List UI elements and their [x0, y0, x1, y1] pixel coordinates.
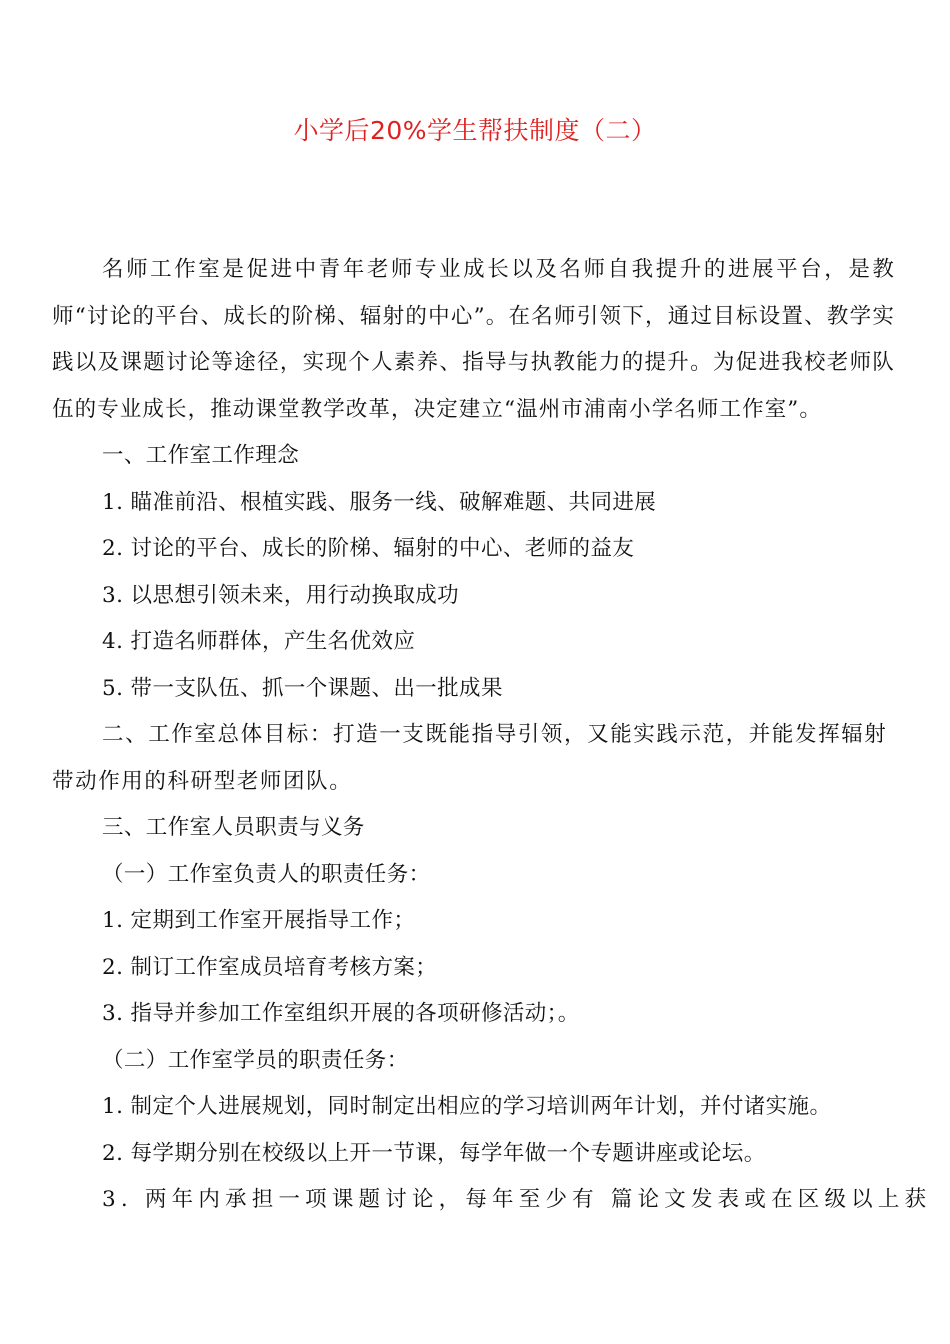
list-item: 5. 带一支队伍、抓一个课题、出一批成果	[102, 675, 503, 701]
list-item: 2. 讨论的平台、成长的阶梯、辐射的中心、老师的益友	[102, 536, 635, 561]
list-item: 3. 两年内承担一项课题讨论，每年至少有 篇论文发表或在区级以上获	[102, 1187, 932, 1212]
list-item: 2. 制订工作室成员培育考核方案；	[102, 954, 438, 980]
section-goal-paragraph: 二、工作室总体目标：打造一支既能指导引领，又能实践示范，并能发挥辐射带动作用的科研型老师团队。	[52, 722, 888, 794]
list-item: 1. 制定个人进展规划，同时制定出相应的学习培训两年计划，并付诸实施。	[102, 1094, 832, 1119]
list-item: 1. 定期到工作室开展指导工作；	[102, 908, 416, 933]
section-heading-duties: 三、工作室人员职责与义务	[102, 815, 365, 840]
document-body	[52, 247, 932, 1224]
section-heading-philosophy: 一、工作室工作理念	[102, 443, 300, 468]
list-item: 2. 每学期分别在校级以上开一节课，每学年做一个专题讲座或论坛。	[102, 1140, 766, 1166]
intro-paragraph: 名师工作室是促进中青年老师专业成长以及名师自我提升的进展平台，是教师“讨论的平台、成长的阶梯、辐射的中心”。在名师引领下，通过目标设置、教学实践以及课题讨论等途径，实现个人素养、指导与执教能力的提升。为促进我校老师队伍的专业成长，推动课堂教学改革，决定建立“温州市浦南小学名师工作室”。	[52, 257, 895, 422]
list-item: 3. 指导并参加工作室组织开展的各项研修活动；。	[102, 1001, 580, 1026]
list-item: 1. 瞄准前沿、根植实践、服务一线、破解难题、共同进展	[102, 489, 657, 515]
subsection-heading-member: （二）工作室学员的职责任务：	[102, 1047, 409, 1073]
list-item: 3. 以思想引领未来，用行动换取成功	[102, 582, 460, 608]
list-item: 4. 打造名师群体，产生名优效应	[102, 629, 416, 654]
subsection-heading-leader: （一）工作室负责人的职责任务：	[102, 861, 431, 887]
document-title: 小学后20%学生帮扶制度（二）	[293, 116, 657, 145]
